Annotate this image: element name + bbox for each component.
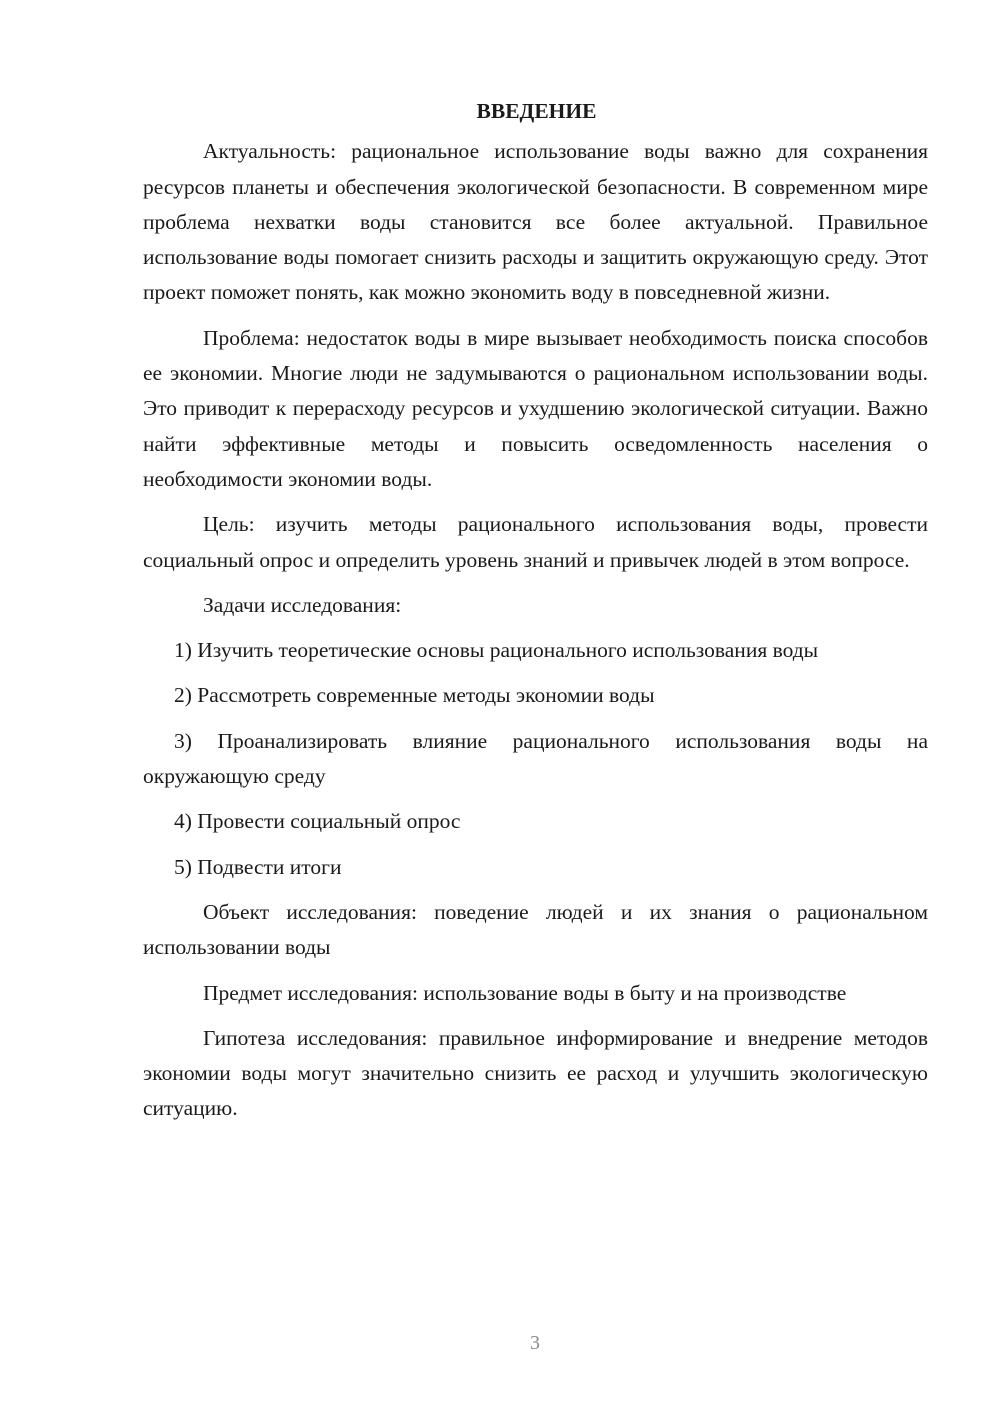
page-content xyxy=(143,94,928,1137)
relevance-paragraph: Актуальность: рациональное использование воды важно для сохранения ресурсов планеты и обеспечения экологической безопасности. В современном мире проблема нехватки воды становится все более актуальной. Правильное использование воды помогает снизить расходы и защитить окружающую среду. Этот проект поможет понять, как можно экономить воду в повседневной жизни. xyxy=(143,139,928,305)
task-item-4: 4) Провести социальный опрос xyxy=(174,809,461,834)
task-item-2: 2) Рассмотреть современные методы экономии воды xyxy=(174,683,655,708)
hypothesis-paragraph: Гипотеза исследования: правильное информирование и внедрение методов экономии воды могут значительно снизить ее расход и улучшить экологическую ситуацию. xyxy=(143,1025,928,1121)
goal-paragraph: Цель: изучить методы рационального использования воды, провести социальный опрос и определить уровень знаний и привычек людей в этом вопросе. xyxy=(143,512,928,572)
problem-paragraph: Проблема: недостаток воды в мире вызывает необходимость поиска способов ее экономии. Многие люди не задумываются о рациональном использовании воды. Это приводит к перерасходу ресурсов и ухудшению экологической ситуации. Важно найти эффективные методы и повысить осведомленность населения о необходимости экономии воды. xyxy=(143,325,928,491)
subject-paragraph: Предмет исследования: использование воды в быту и на производстве xyxy=(203,980,847,1005)
tasks-heading: Задачи исследования: xyxy=(203,592,402,617)
task-item-5: 5) Подвести итоги xyxy=(174,854,342,879)
section-title: ВВЕДЕНИЕ xyxy=(476,99,597,123)
task-item-3: 3) Проанализировать влияние рационального использования воды на окружающую среду xyxy=(143,728,928,789)
task-item-1: 1) Изучить теоретические основы рационального использования воды xyxy=(174,638,819,663)
object-paragraph: Объект исследования: поведение людей и их знания о рациональном использовании воды xyxy=(143,899,928,960)
page-number: 3 xyxy=(530,1332,540,1354)
